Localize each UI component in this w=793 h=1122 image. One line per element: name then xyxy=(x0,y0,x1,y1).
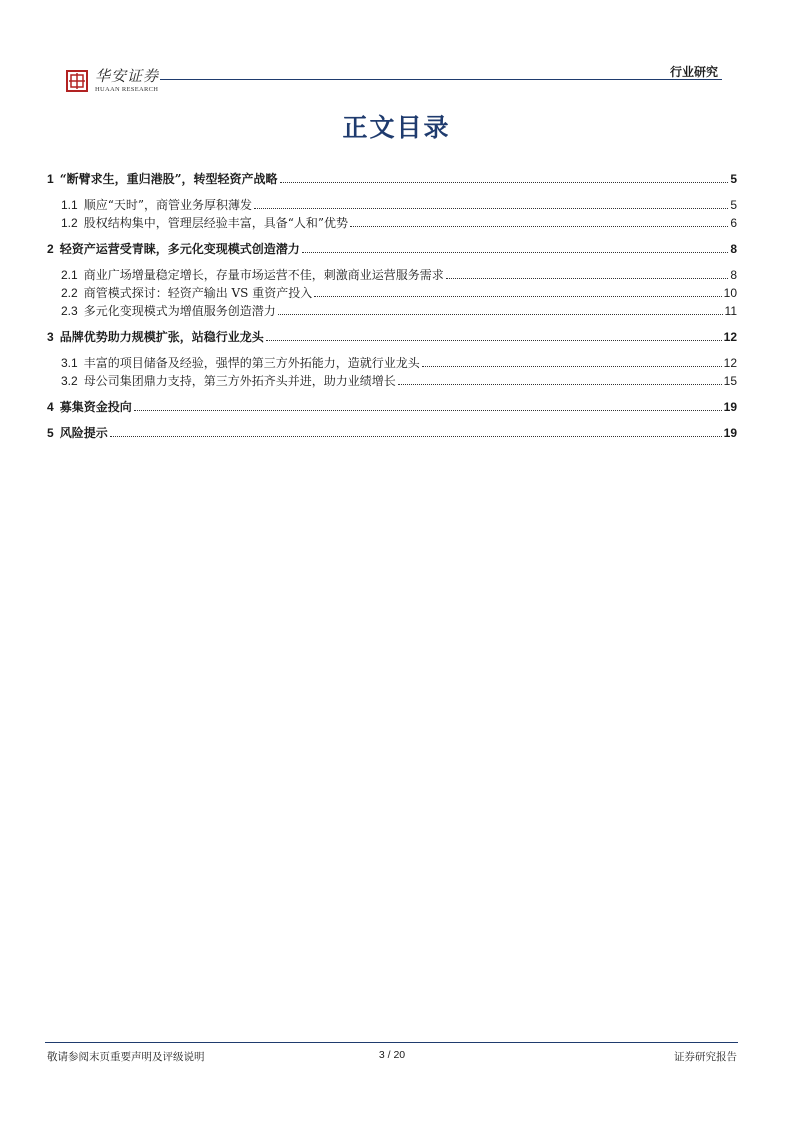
toc-entry-title: 母公司集团鼎力支持，第三方外拓齐头并进，助力业绩增长 xyxy=(83,374,396,388)
toc-entry-title: 商业广场增量稳定增长，存量市场运营不佳，刺激商业运营服务需求 xyxy=(83,268,444,282)
logo-english-name: HUAAN RESEARCH xyxy=(95,86,159,93)
toc-entry[interactable] xyxy=(47,196,737,212)
report-type: 证券研究报告 xyxy=(674,1051,737,1063)
seal-logo-icon xyxy=(66,70,88,92)
toc-entry[interactable] xyxy=(47,302,737,318)
footer-divider xyxy=(45,1042,738,1043)
toc-entry-page: 12 xyxy=(723,330,737,344)
logo-chinese-name: 华安证券 xyxy=(95,67,160,85)
toc-entry-number: 1 xyxy=(47,172,54,186)
toc-entry-title: 商管模式探讨：轻资产输出 VS 重资产投入 xyxy=(83,286,313,300)
toc-dot-leader xyxy=(398,384,722,385)
toc-entry-number: 5 xyxy=(47,426,54,440)
toc-entry[interactable] xyxy=(47,214,737,230)
toc-entry-page: 19 xyxy=(723,426,737,440)
toc-entry-page: 15 xyxy=(723,374,737,388)
toc-entry-title: 丰富的项目储备及经验，强悍的第三方外拓能力，造就行业龙头 xyxy=(83,356,420,370)
toc-dot-leader xyxy=(278,314,723,315)
toc-entry-number: 3 xyxy=(47,330,54,344)
toc-entry-title: 多元化变现模式为增值服务创造潜力 xyxy=(83,304,276,318)
toc-entry-title: 风险提示 xyxy=(59,426,108,440)
toc-dot-leader xyxy=(280,182,729,183)
toc-dot-leader xyxy=(422,366,722,367)
toc-entry-page: 6 xyxy=(730,216,737,230)
toc-dot-leader xyxy=(110,436,722,437)
toc-entry[interactable] xyxy=(47,398,737,414)
toc-dot-leader xyxy=(302,252,729,253)
disclaimer-note: 敬请参阅末页重要声明及评级说明 xyxy=(47,1051,205,1063)
toc-entry-page: 5 xyxy=(730,198,737,212)
toc-entry-title: 品牌优势助力规模扩张，站稳行业龙头 xyxy=(59,330,264,344)
toc-dot-leader xyxy=(446,278,729,279)
toc-entry-page: 8 xyxy=(730,242,737,256)
toc-entry-number: 3.1 xyxy=(61,356,78,370)
toc-entry[interactable] xyxy=(47,328,737,344)
toc-dot-leader xyxy=(134,410,722,411)
toc-entry-title: 募集资金投向 xyxy=(59,400,132,414)
toc-entry-number: 2.1 xyxy=(61,268,78,282)
toc-entry-page: 8 xyxy=(730,268,737,282)
toc-entry-title: 顺应“天时”，商管业务厚积薄发 xyxy=(83,198,252,212)
toc-entry[interactable] xyxy=(47,284,737,300)
toc-dot-leader xyxy=(254,208,728,209)
toc-entry-page: 19 xyxy=(723,400,737,414)
toc-entry-number: 2.2 xyxy=(61,286,78,300)
toc-entry[interactable] xyxy=(47,372,737,388)
toc-entry-number: 1.1 xyxy=(61,198,78,212)
toc-entry-number: 2.3 xyxy=(61,304,78,318)
toc-entry-number: 1.2 xyxy=(61,216,78,230)
toc-entry[interactable] xyxy=(47,354,737,370)
toc-entry-page: 12 xyxy=(723,356,737,370)
toc-entry[interactable] xyxy=(47,240,737,256)
toc-entry[interactable] xyxy=(47,266,737,282)
toc-entry-number: 3.2 xyxy=(61,374,78,388)
toc-entry[interactable] xyxy=(47,170,737,186)
toc-entry[interactable] xyxy=(47,424,737,440)
toc-entry-page: 5 xyxy=(730,172,737,186)
toc-entry-number: 2 xyxy=(47,242,54,256)
page-header xyxy=(62,63,722,103)
toc-entry-title: “断臂求生，重归港股”，转型轻资产战略 xyxy=(59,172,278,186)
toc-dot-leader xyxy=(350,226,728,227)
page-title: 正文目录 xyxy=(342,113,451,142)
toc-entry-title: 股权结构集中，管理层经验丰富，具备“人和”优势 xyxy=(83,216,348,230)
toc-entry-page: 10 xyxy=(723,286,737,300)
report-category: 行业研究 xyxy=(669,65,718,79)
company-logo xyxy=(62,63,202,99)
header-divider xyxy=(160,79,722,80)
toc-entry-title: 轻资产运营受青睐，多元化变现模式创造潜力 xyxy=(59,242,300,256)
page-number: 3 / 20 xyxy=(378,1049,406,1061)
toc-dot-leader xyxy=(266,340,722,341)
toc-entry-number: 4 xyxy=(47,400,54,414)
table-of-contents xyxy=(47,170,737,440)
toc-dot-leader xyxy=(314,296,721,297)
toc-entry-page: 11 xyxy=(724,304,737,318)
